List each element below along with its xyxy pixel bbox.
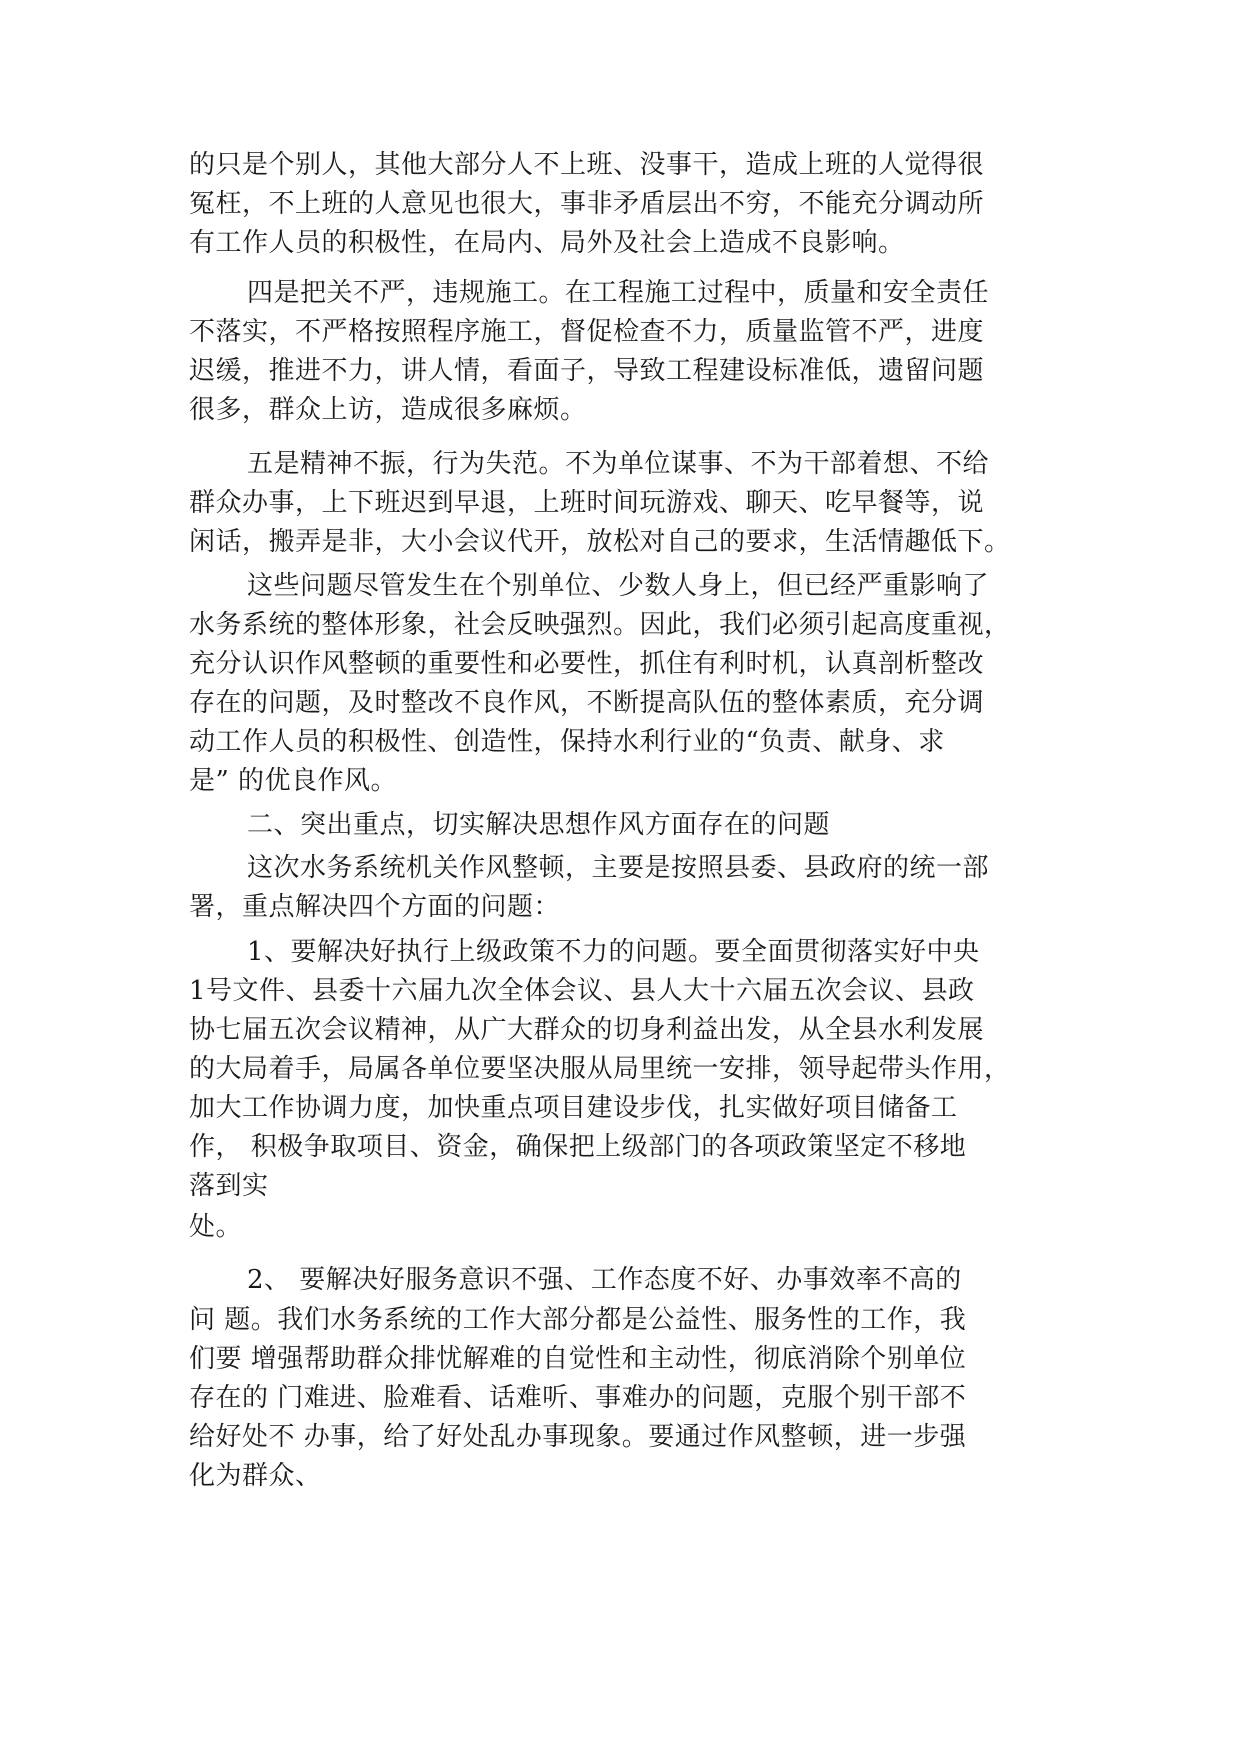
text-line: 1号文件、县委十六届九次全体会议、县人大十六届五次会议、县政 — [189, 976, 975, 1006]
paragraph-start: 这次水务系统机关作风整顿，主要是按照县委、县政府的统一部 — [247, 853, 990, 883]
text-line: 署，重点解决四个方面的问题： — [189, 892, 561, 922]
text-line: 不落实，不严格按照程序施工，督促检查不力，质量监管不严，进度 — [189, 317, 985, 347]
text-line: 有工作人员的积极性，在局内、局外及社会上造成不良影响。 — [189, 228, 905, 258]
paragraph-start: 四是把关不严，违规施工。在工程施工过程中，质量和安全责任 — [247, 278, 990, 308]
text-line: 给好处不 办事，给了好处乱办事现象。要通过作风整顿，进一步强 — [189, 1422, 967, 1452]
section-heading: 二、突出重点，切实解决思想作风方面存在的问题 — [247, 810, 831, 840]
text-line: 存在的问题，及时整改不良作风，不断提高队伍的整体素质，充分调 — [189, 688, 985, 718]
paragraph-start: 2、 要解决好服务意识不强、工作态度不好、办事效率不高的 — [247, 1265, 962, 1295]
text-line: 加大工作协调力度，加快重点项目建设步伐，扎实做好项目储备工 — [189, 1093, 958, 1123]
text-line: 的只是个别人，其他大部分人不上班、没事干，造成上班的人觉得很 — [189, 150, 985, 180]
text-line: 动工作人员的积极性、创造性，保持水利行业的“负责、献身、求 — [189, 727, 945, 757]
text-line: 落到实 — [189, 1171, 269, 1201]
text-line: 充分认识作风整顿的重要性和必要性，抓住有利时机，认真剖析整改 — [189, 649, 985, 679]
text-line: 水务系统的整体形象，社会反映强烈。因此，我们必须引起高度重视， — [189, 610, 1011, 640]
text-line: 处。 — [189, 1212, 243, 1242]
text-line: 是” 的优良作风。 — [189, 766, 398, 796]
text-line: 闲话，搬弄是非，大小会议代开，放松对自己的要求，生活情趣低下。 — [189, 527, 1011, 557]
text-line: 们要 增强帮助群众排忧解难的自觉性和主动性，彻底消除个别单位 — [189, 1344, 967, 1374]
text-line: 存在的 门难进、脸难看、话难听、事难办的问题，克服个别干部不 — [189, 1383, 967, 1413]
text-line: 协七届五次会议精神，从广大群众的切身利益出发，从全县水利发展 — [189, 1015, 985, 1045]
text-line: 群众办事，上下班迟到早退，上班时间玩游戏、聊天、吃早餐等，说 — [189, 488, 985, 518]
text-line: 的大局着手，局属各单位要坚决服从局里统一安排，领导起带头作用， — [189, 1054, 1011, 1084]
paragraph-start: 五是精神不振，行为失范。不为单位谋事、不为干部着想、不给 — [247, 449, 990, 479]
text-line: 问 题。我们水务系统的工作大部分都是公益性、服务性的工作，我 — [189, 1305, 967, 1335]
text-line: 很多，群众上访，造成很多麻烦。 — [189, 395, 587, 425]
text-line: 冤枉，不上班的人意见也很大，事非矛盾层出不穷，不能充分调动所 — [189, 189, 985, 219]
paragraph-start: 这些问题尽管发生在个别单位、少数人身上，但已经严重影响了 — [247, 571, 990, 601]
text-line: 作， 积极争取项目、资金，确保把上级部门的各项政策坚定不移地 — [189, 1132, 967, 1162]
paragraph-start: 1、要解决好执行上级政策不力的问题。要全面贯彻落实好中央 — [247, 937, 980, 967]
text-line: 迟缓，推进不力，讲人情，看面子，导致工程建设标准低，遗留问题 — [189, 356, 985, 386]
text-line: 化为群众、 — [189, 1461, 322, 1491]
